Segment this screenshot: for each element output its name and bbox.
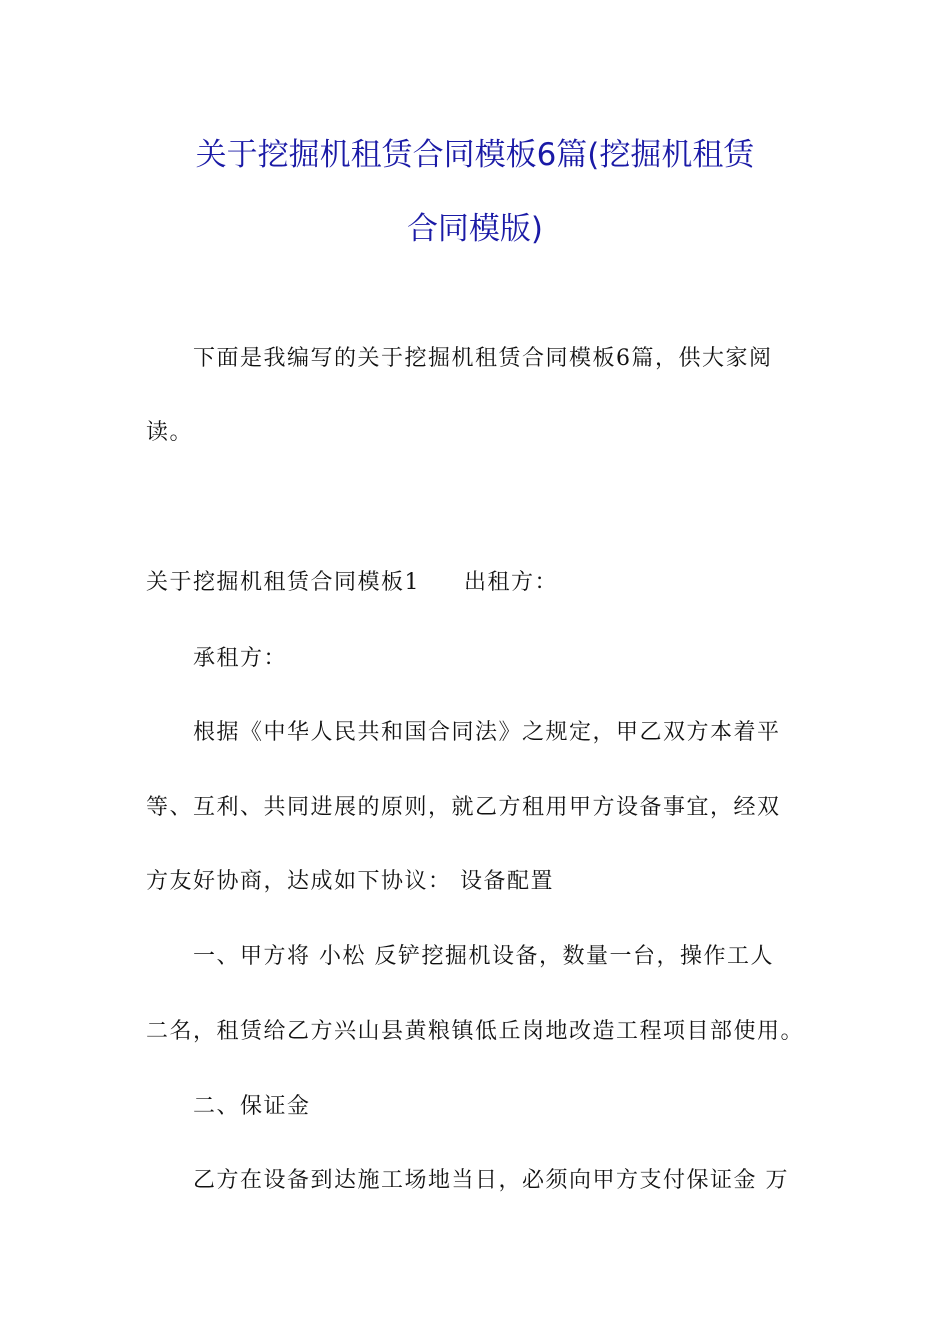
document-title-line-1: 关于挖掘机租赁合同模板6篇(挖掘机租赁 bbox=[195, 137, 755, 173]
intro-line-1: 下面是我编写的关于挖掘机租赁合同模板6篇，供大家阅 bbox=[193, 346, 773, 371]
para-1-line-2: 等、互利、共同进展的原则，就乙方租用甲方设备事宜，经双 bbox=[146, 795, 781, 820]
para-2-line-1: 乙方在设备到达施工场地当日，必须向甲方支付保证金 万 bbox=[193, 1168, 789, 1193]
para-1-line-3: 方友好协商，达成如下协议： 设备配置 bbox=[146, 869, 554, 894]
section-1-heading-row bbox=[146, 568, 558, 598]
intro-line-2: 读。 bbox=[146, 420, 194, 445]
item-1-line-2: 二名，租赁给乙方兴山县黄粮镇低丘岗地改造工程项目部使用。 bbox=[146, 1019, 805, 1044]
lessee-label: 承租方： bbox=[193, 646, 288, 671]
lessor-label: 出租方： bbox=[464, 570, 559, 595]
item-1-line-1: 一、甲方将 小松 反铲挖掘机设备，数量一台，操作工人 bbox=[193, 944, 774, 969]
document-title-line-2: 合同模版) bbox=[406, 211, 544, 247]
item-2-heading: 二、保证金 bbox=[193, 1094, 311, 1119]
para-1-line-1: 根据《中华人民共和国合同法》之规定，甲乙双方本着平 bbox=[193, 720, 781, 745]
section-1-heading: 关于挖掘机租赁合同模板1 bbox=[146, 570, 420, 595]
